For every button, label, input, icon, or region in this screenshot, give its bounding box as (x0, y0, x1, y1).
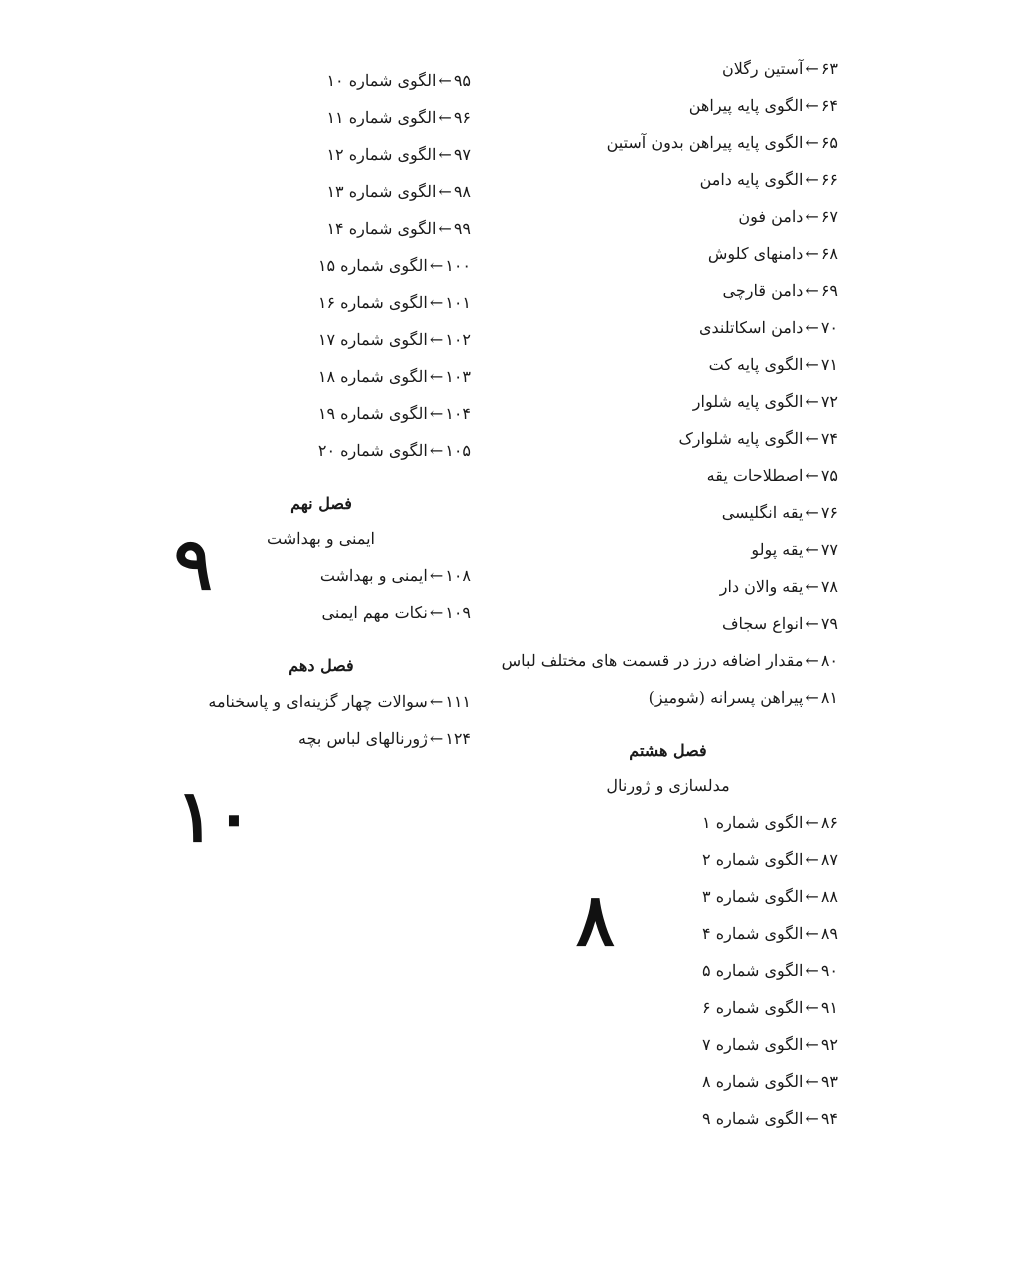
entry-title: انواع سجاف (721, 614, 804, 633)
toc-entry (171, 683, 471, 720)
toc-entry (171, 136, 471, 173)
entry-title: الگوی شماره ۱۰ (326, 71, 437, 90)
chapter-10-heading: فصل دهم (288, 656, 354, 675)
arrow-icon: ← (805, 244, 819, 263)
toc-entry (498, 1063, 838, 1100)
entry-page-number: ۸۸ (820, 887, 838, 906)
toc-entry (498, 915, 838, 952)
arrow-icon: ← (805, 207, 819, 226)
section-gap (498, 716, 838, 734)
toc-entry (498, 531, 838, 568)
toc-right-column (498, 50, 838, 1137)
entry-page-number: ۱۰۳ (445, 367, 471, 386)
entry-title: دامن قارچی (722, 281, 804, 300)
toc-entry (498, 457, 838, 494)
entry-title: الگوی شماره ۸ (702, 1072, 804, 1091)
entry-page-number: ۷۹ (820, 614, 838, 633)
arrow-icon: ← (805, 133, 819, 152)
entry-title: مقدار اضافه درز در قسمت های مختلف لباس (501, 651, 804, 670)
entry-title: سوالات چهار گزینه‌ای و پاسخنامه (208, 692, 428, 711)
entry-page-number: ۱۰۲ (445, 330, 471, 349)
entry-page-number: ۹۴ (820, 1109, 838, 1128)
entry-title: الگوی پایه کت (708, 355, 804, 374)
toc-entry (498, 87, 838, 124)
chapter-8-list (498, 804, 838, 1137)
entry-title: آستین رگلان (721, 59, 804, 78)
entry-title: الگوی شماره ۱۳ (326, 182, 437, 201)
entry-page-number: ۶۳ (820, 59, 838, 78)
toc-entry (498, 494, 838, 531)
entry-page-number: ۹۲ (820, 1035, 838, 1054)
entry-title: الگوی شماره ۶ (702, 998, 804, 1017)
arrow-icon: ← (805, 392, 819, 411)
entry-title: ژورنالهای لباس بچه (298, 729, 428, 748)
entry-page-number: ۹۵ (453, 71, 471, 90)
arrow-icon: ← (805, 998, 819, 1017)
toc-entry (498, 198, 838, 235)
entry-title: الگوی پایه پیراهن (688, 96, 804, 115)
toc-entry (171, 358, 471, 395)
arrow-icon: ← (805, 96, 819, 115)
arrow-icon: ← (805, 850, 819, 869)
arrow-icon: ← (429, 692, 444, 711)
chapter-8-subtitle: مدلسازی و ژورنال (606, 776, 730, 795)
arrow-icon: ← (805, 540, 819, 559)
toc-entry (171, 720, 471, 757)
arrow-icon: ← (805, 688, 819, 707)
toc-entry (498, 952, 838, 989)
entry-page-number: ۷۴ (820, 429, 838, 448)
entry-title: الگوی شماره ۱۶ (317, 293, 428, 312)
arrow-icon: ← (805, 887, 819, 906)
toc-entry (171, 432, 471, 469)
entry-page-number: ۸۹ (820, 924, 838, 943)
entry-title: الگوی پایه شلوار (692, 392, 804, 411)
entry-page-number: ۱۰۵ (445, 441, 471, 460)
toc-entry (171, 173, 471, 210)
toc-entry (498, 1026, 838, 1063)
chapter-9-subtitle: ایمنی و بهداشت (267, 529, 375, 548)
arrow-icon: ← (805, 1072, 819, 1091)
toc-entry (171, 247, 471, 284)
entry-page-number: ۱۲۴ (445, 729, 471, 748)
toc-entry (171, 395, 471, 432)
entry-title: الگوی پایه شلوارک (678, 429, 804, 448)
chapter-8-heading: فصل هشتم (629, 741, 707, 760)
arrow-icon: ← (429, 293, 444, 312)
entry-title: یقه انگلیسی (721, 503, 804, 522)
entry-page-number: ۱۰۰ (445, 256, 471, 275)
arrow-icon: ← (429, 256, 444, 275)
toc-entry (171, 99, 471, 136)
chapter-10-list (171, 683, 471, 757)
chapter-10-number: ۱۰ (176, 773, 254, 858)
toc-entry (498, 642, 838, 679)
entry-title: الگوی شماره ۱۷ (317, 330, 428, 349)
entry-title: اصطلاحات یقه (706, 466, 804, 485)
arrow-icon: ← (805, 577, 819, 596)
arrow-icon: ← (805, 281, 819, 300)
arrow-icon: ← (438, 108, 452, 127)
chapter-9-heading: فصل نهم (290, 494, 352, 513)
entry-page-number: ۸۱ (820, 688, 838, 707)
entry-page-number: ۷۷ (820, 540, 838, 559)
arrow-icon: ← (805, 355, 819, 374)
entry-page-number: ۱۱۱ (445, 692, 471, 711)
arrow-icon: ← (805, 503, 819, 522)
entry-title: الگوی شماره ۱۸ (317, 367, 428, 386)
toc-entry (498, 50, 838, 87)
chapter-9-number: ۹ (174, 521, 213, 606)
section-gap (171, 469, 471, 487)
entry-title: نکات مهم ایمنی (321, 603, 428, 622)
arrow-icon: ← (805, 59, 819, 78)
entry-title: الگوی شماره ۵ (702, 961, 804, 980)
entry-page-number: ۹۸ (453, 182, 471, 201)
chapter-9-list (171, 557, 471, 631)
toc-entry (171, 594, 471, 631)
entry-title: الگوی پایه پیراهن بدون آستین (606, 133, 804, 152)
toc-entry (498, 878, 838, 915)
entry-page-number: ۷۵ (820, 466, 838, 485)
entry-title: الگوی شماره ۹ (702, 1109, 804, 1128)
entry-title: الگوی شماره ۲ (702, 850, 804, 869)
entry-page-number: ۶۹ (820, 281, 838, 300)
entry-page-number: ۹۹ (453, 219, 471, 238)
arrow-icon: ← (805, 614, 819, 633)
arrow-icon: ← (429, 367, 444, 386)
toc-entry (171, 62, 471, 99)
entry-title: یقه والان دار (719, 577, 804, 596)
entry-title: دامنهای کلوش (707, 244, 804, 263)
entry-page-number: ۹۶ (453, 108, 471, 127)
toc-left-column (171, 62, 471, 757)
chapter-8-number: ۸ (576, 877, 615, 962)
toc-entry (498, 124, 838, 161)
toc-entry (171, 210, 471, 247)
arrow-icon: ← (429, 441, 444, 460)
entry-page-number: ۷۱ (820, 355, 838, 374)
toc-entry (498, 309, 838, 346)
arrow-icon: ← (438, 219, 452, 238)
entry-page-number: ۹۷ (453, 145, 471, 164)
entry-title: الگوی شماره ۱۱ (326, 108, 437, 127)
toc-list (498, 50, 838, 716)
entry-title: الگوی شماره ۱۵ (317, 256, 428, 275)
entry-page-number: ۶۸ (820, 244, 838, 263)
toc-entry (498, 161, 838, 198)
entry-title: الگوی شماره ۱۴ (326, 219, 437, 238)
entry-page-number: ۷۶ (820, 503, 838, 522)
toc-entry (498, 568, 838, 605)
arrow-icon: ← (805, 466, 819, 485)
entry-title: الگوی پایه دامن (699, 170, 804, 189)
toc-entry (498, 605, 838, 642)
entry-title: الگوی شماره ۱۲ (326, 145, 437, 164)
arrow-icon: ← (805, 961, 819, 980)
arrow-icon: ← (429, 330, 444, 349)
toc-entry (498, 989, 838, 1026)
toc-list (171, 62, 471, 469)
toc-entry (498, 272, 838, 309)
entry-page-number: ۸۰ (820, 651, 838, 670)
toc-entry (498, 346, 838, 383)
toc-entry (498, 383, 838, 420)
arrow-icon: ← (805, 429, 819, 448)
arrow-icon: ← (429, 566, 444, 585)
arrow-icon: ← (805, 651, 819, 670)
arrow-icon: ← (438, 145, 452, 164)
arrow-icon: ← (429, 404, 444, 423)
entry-page-number: ۹۱ (820, 998, 838, 1017)
entry-page-number: ۷۲ (820, 392, 838, 411)
toc-entry (498, 804, 838, 841)
toc-entry (498, 1100, 838, 1137)
entry-page-number: ۸۶ (820, 813, 838, 832)
entry-title: الگوی شماره ۷ (702, 1035, 804, 1054)
arrow-icon: ← (805, 813, 819, 832)
entry-title: دامن فون (738, 207, 804, 226)
entry-page-number: ۱۰۸ (445, 566, 471, 585)
entry-title: الگوی شماره ۴ (702, 924, 804, 943)
section-gap (171, 631, 471, 649)
entry-page-number: ۱۰۱ (445, 293, 471, 312)
toc-entry (171, 321, 471, 358)
toc-entry (498, 420, 838, 457)
entry-page-number: ۶۴ (820, 96, 838, 115)
entry-title: الگوی شماره ۳ (702, 887, 804, 906)
entry-title: ایمنی و بهداشت (319, 566, 428, 585)
arrow-icon: ← (805, 924, 819, 943)
toc-entry (498, 841, 838, 878)
entry-title: پیراهن پسرانه (شومیز) (648, 688, 804, 707)
entry-title: یقه پولو (751, 540, 804, 559)
arrow-icon: ← (805, 1109, 819, 1128)
entry-title: الگوی شماره ۱ (702, 813, 804, 832)
entry-page-number: ۹۳ (820, 1072, 838, 1091)
entry-page-number: ۱۰۴ (445, 404, 471, 423)
entry-page-number: ۶۷ (820, 207, 838, 226)
toc-entry (171, 284, 471, 321)
arrow-icon: ← (805, 1035, 819, 1054)
entry-page-number: ۶۵ (820, 133, 838, 152)
entry-page-number: ۶۶ (820, 170, 838, 189)
entry-page-number: ۹۰ (820, 961, 838, 980)
entry-title: دامن اسکاتلندی (698, 318, 804, 337)
toc-entry (498, 679, 838, 716)
arrow-icon: ← (438, 71, 452, 90)
entry-page-number: ۱۰۹ (445, 603, 471, 622)
arrow-icon: ← (805, 318, 819, 337)
arrow-icon: ← (438, 182, 452, 201)
arrow-icon: ← (805, 170, 819, 189)
entry-page-number: ۷۰ (820, 318, 838, 337)
toc-entry (498, 235, 838, 272)
entry-title: الگوی شماره ۱۹ (317, 404, 428, 423)
entry-title: الگوی شماره ۲۰ (317, 441, 428, 460)
entry-page-number: ۷۸ (820, 577, 838, 596)
entry-page-number: ۸۷ (820, 850, 838, 869)
arrow-icon: ← (429, 729, 444, 748)
toc-entry (171, 557, 471, 594)
arrow-icon: ← (429, 603, 444, 622)
